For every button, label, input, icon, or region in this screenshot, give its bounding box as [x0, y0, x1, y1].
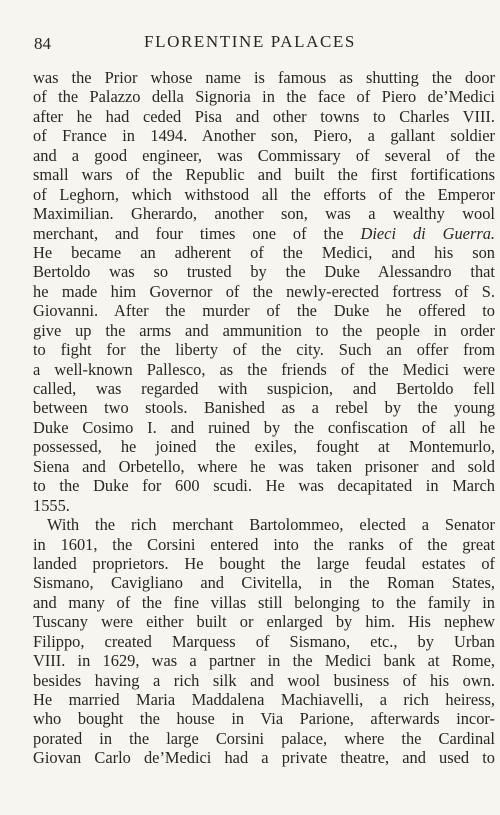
italic-phrase: Dieci di Guerra.	[360, 223, 495, 243]
text-line: of France in 1494. Another son, Piero, a gallant soldier	[33, 126, 495, 146]
text-line: besides having a rich silk and wool business of his own.	[33, 670, 495, 690]
text-line: give up the arms and ammunition to the people in order	[33, 320, 495, 340]
text-line: to the Duke for 600 scudi. He was decapitated in March	[33, 476, 495, 496]
text-line: was the Prior whose name is famous as shutting the door	[33, 68, 495, 87]
text-line: Bertoldo was so trusted by the Duke Alessandro that	[33, 262, 495, 282]
text-line: Sismano, Cavigliano and Civitella, in the Roman States,	[33, 573, 495, 593]
text-line: He became an adherent of the Medici, and his son	[33, 242, 495, 262]
text-line: of the Palazzo della Signoria in the face of Piero de’Medici	[33, 87, 495, 107]
text-line-with-italic	[33, 224, 495, 243]
text-line: a well-known Pallesco, as the friends of the Medici were	[33, 359, 495, 379]
text-line: porated in the large Corsini palace, where the Cardinal	[33, 728, 495, 748]
text-line: and a good engineer, was Commissary of several of the	[33, 145, 495, 165]
text-line: Filippo, created Marquess of Sismano, etc., by Urban	[33, 631, 495, 651]
text-line: Giovanni. After the murder of the Duke he offered to	[33, 301, 495, 321]
text-line: between two stools. Banished as a rebel by the young	[33, 398, 495, 418]
text-line: in 1601, the Corsini entered into the ranks of the great	[33, 534, 495, 554]
text-line: Duke Cosimo I. and ruined by the confiscation of all he	[33, 417, 495, 437]
text-line: VIII. in 1629, was a partner in the Medici bank at Rome,	[33, 651, 495, 671]
text-line-lead: merchant, and four times one of the	[33, 223, 344, 243]
text-line: and many of the fine villas still belonging to the family in	[33, 592, 495, 612]
text-line: With the rich merchant Bartolommeo, elected a Senator	[47, 515, 495, 535]
text-line: Giovan Carlo de’Medici had a private theatre, and used to	[33, 748, 495, 768]
running-head: FLORENTINE PALACES	[144, 32, 356, 51]
body-text	[33, 68, 495, 768]
text-line: after he had ceded Pisa and other towns to Charles VIII.	[33, 106, 495, 126]
text-line: he made him Governor of the newly-erected fortress of S.	[33, 281, 495, 301]
text-line: Maximilian. Gherardo, another son, was a wealthy wool	[33, 204, 495, 224]
text-line: Siena and Orbetello, where he was taken prisoner and sold	[33, 456, 495, 476]
text-line: to fight for the liberty of the city. Such an offer from	[33, 340, 495, 360]
text-line: of Leghorn, which withstood all the efforts of the Emperor	[33, 184, 495, 204]
text-line: He married Maria Maddalena Machiavelli, a rich heiress,	[33, 690, 495, 709]
text-line: Tuscany were either built or enlarged by him. His nephew	[33, 612, 495, 632]
text-line: possessed, he joined the exiles, fought at Montemurlo,	[33, 437, 495, 457]
text-line: landed proprietors. He bought the large feudal estates of	[33, 553, 495, 573]
text-line: who bought the house in Via Parione, afterwards incor-	[33, 709, 495, 729]
page-number: 84	[34, 34, 51, 53]
text-line: called, was regarded with suspicion, and Bertoldo fell	[33, 379, 495, 398]
text-line: small wars of the Republic and built the first fortifications	[33, 165, 495, 185]
text-line: 1555.	[33, 495, 70, 515]
page-header	[32, 30, 468, 56]
